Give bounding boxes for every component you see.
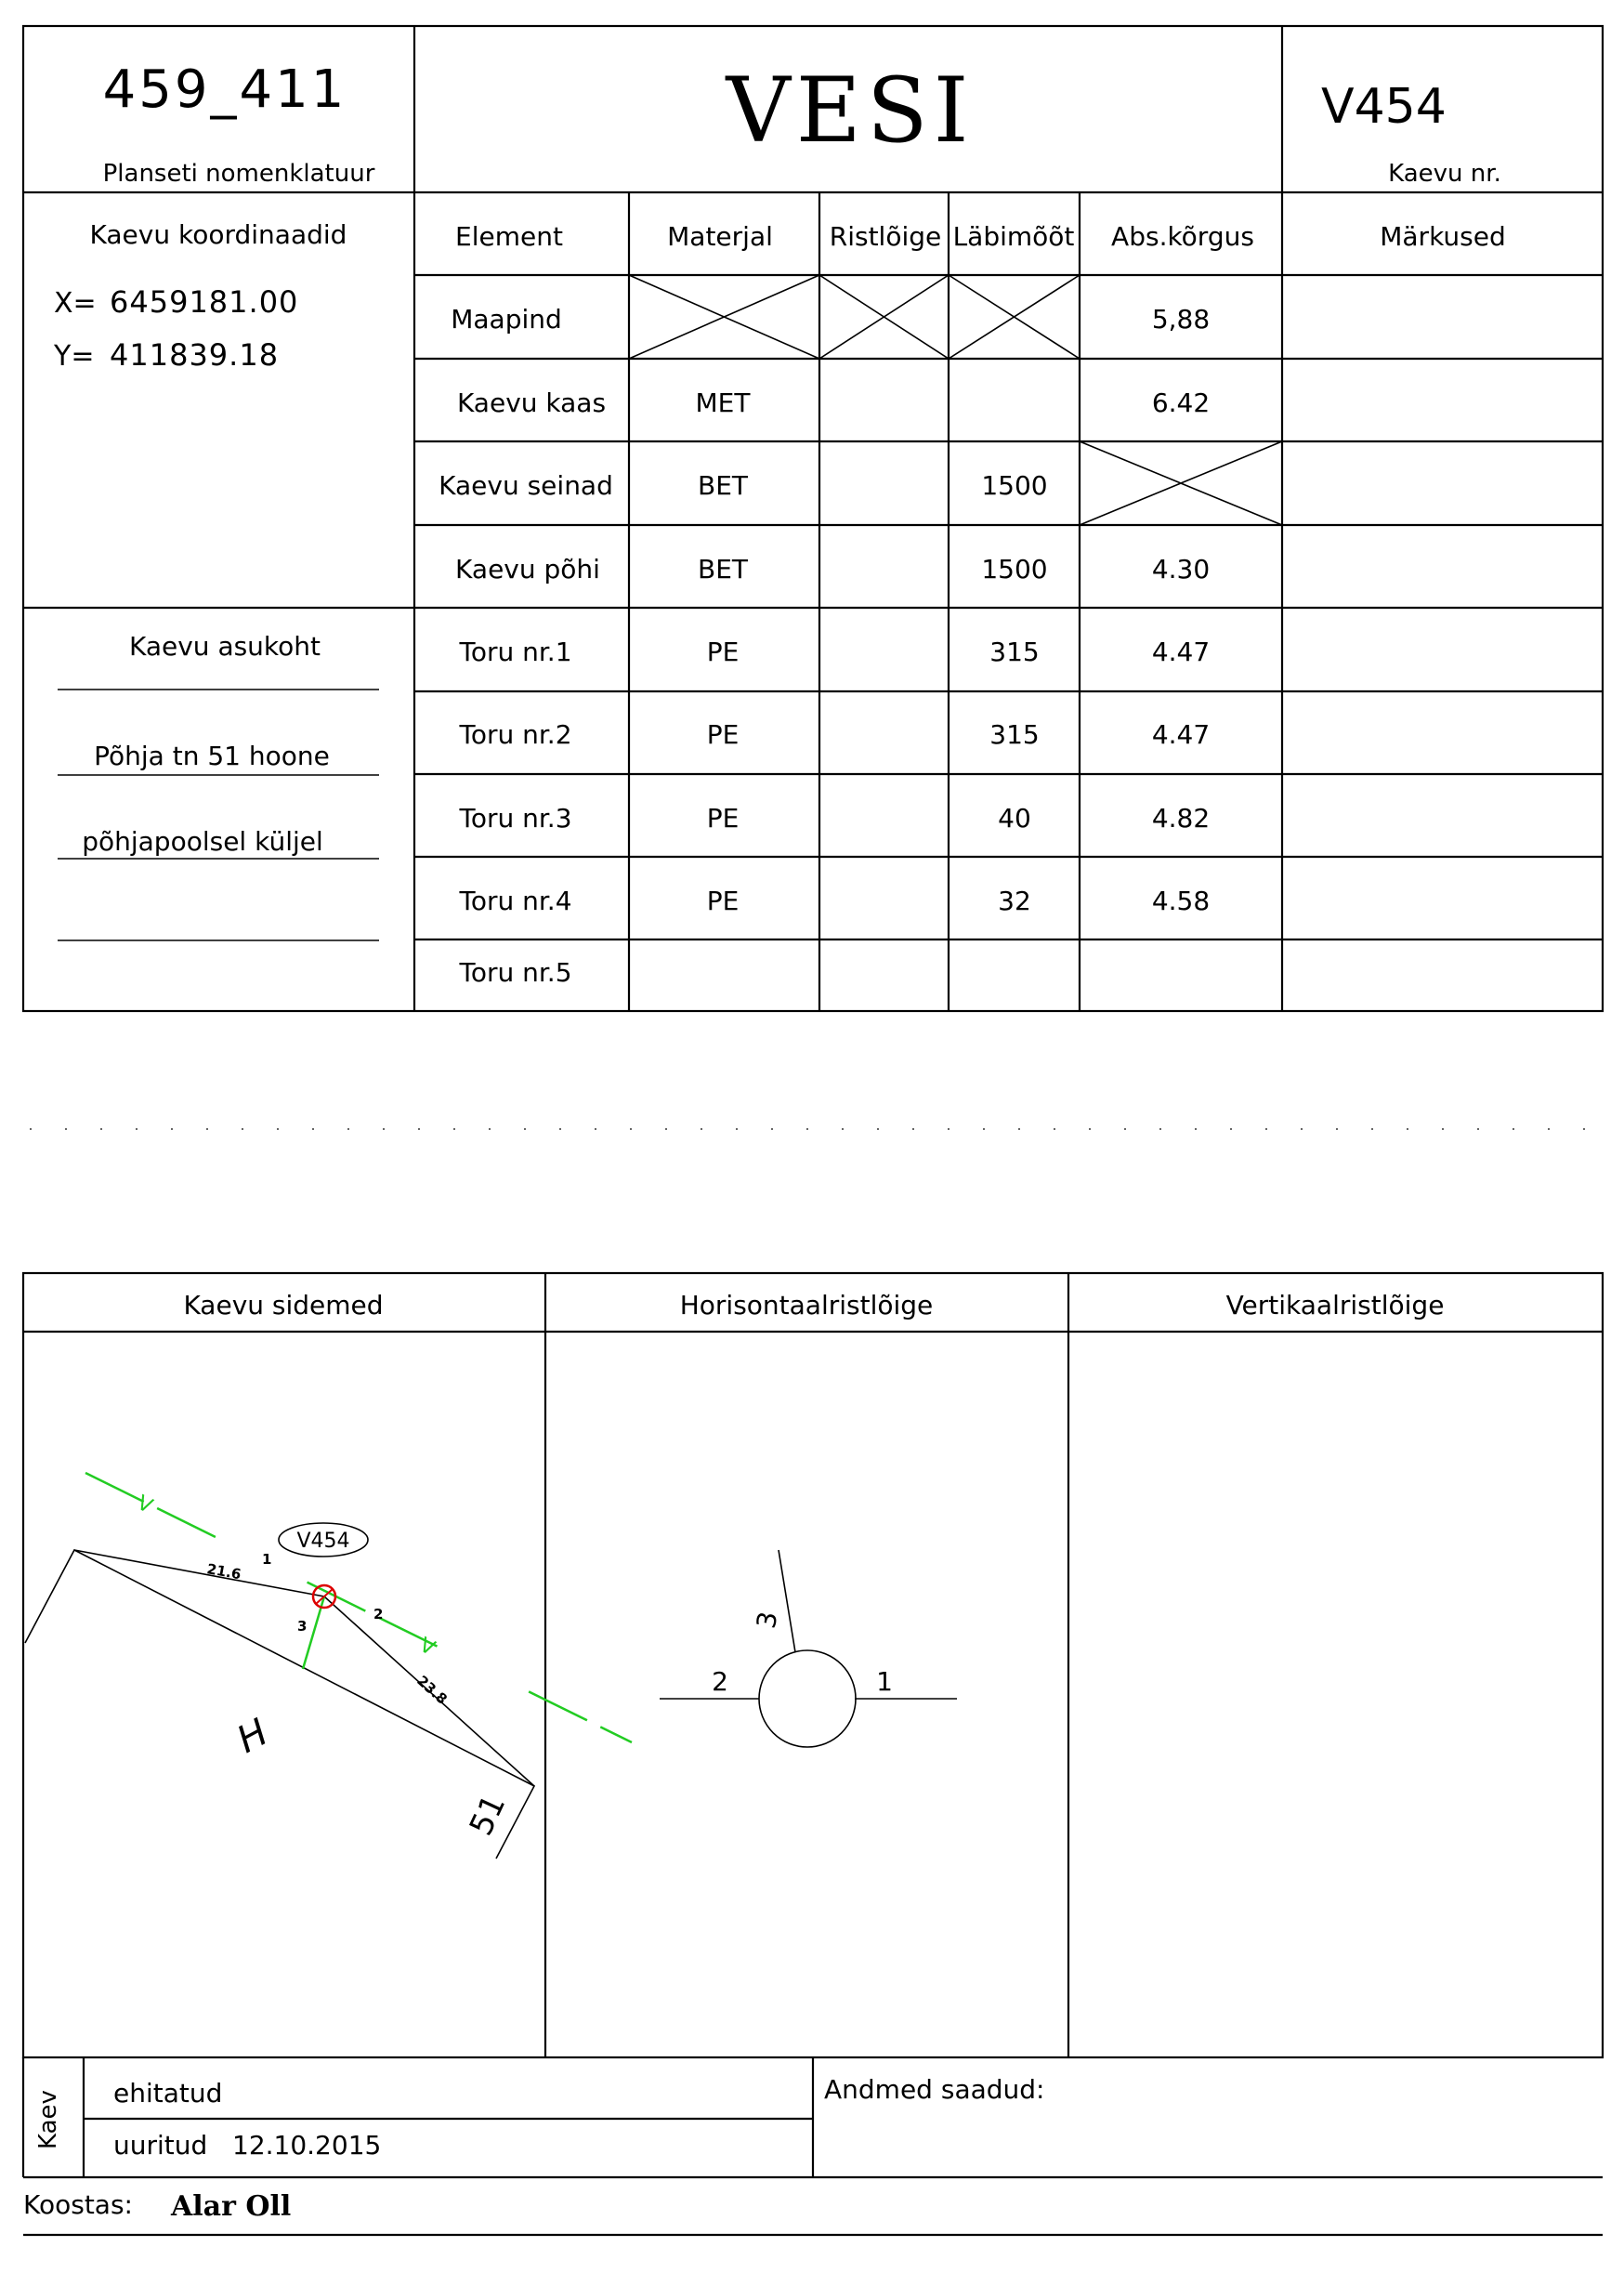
row-elevation: 5,88 — [1151, 304, 1211, 335]
row-diameter: 1500 — [981, 470, 1048, 501]
section-pipe-label-3: 3 — [750, 1609, 784, 1631]
tie-distance-2: 23.8 — [413, 1672, 451, 1708]
building-type-letter: H — [229, 1711, 275, 1762]
house-number: 51 — [462, 1789, 514, 1842]
row-elevation: 6.42 — [1151, 388, 1211, 418]
row-material: BET — [697, 470, 749, 501]
table-row — [458, 637, 1210, 667]
footer-compiled-by: Alar Oll — [171, 2190, 292, 2223]
well-shaft-circle — [759, 1650, 856, 1747]
cross-mark-maapind-section — [819, 275, 949, 359]
water-pipe-line — [85, 1473, 632, 1742]
footer-surveyed-date: 12.10.2015 — [232, 2130, 382, 2161]
tie-line-1 — [74, 1550, 324, 1596]
row-element: Toru nr.4 — [459, 886, 572, 916]
section-pipe-label-2: 2 — [712, 1666, 728, 1697]
row-element: Toru nr.1 — [459, 637, 572, 667]
pipe-marker: V — [133, 1491, 156, 1518]
row-diameter: 315 — [989, 637, 1040, 667]
row-elevation: 4.47 — [1151, 637, 1211, 667]
table-row — [458, 957, 571, 988]
cross-mark-maapind-material — [629, 275, 819, 359]
pipe-label-2: 2 — [373, 1606, 384, 1623]
sheet-number-caption: Planseti nomenklatuur — [102, 160, 375, 188]
table-header-row — [455, 221, 1506, 252]
row-material: BET — [697, 554, 749, 585]
x-label: X= — [54, 287, 97, 320]
x-coordinate: 6459181.00 — [110, 284, 299, 320]
row-elevation: 4.30 — [1151, 554, 1211, 585]
table-row — [458, 886, 1210, 916]
building-outline — [25, 1550, 534, 1859]
panel-title-horizontal: Horisontaalristlõige — [679, 1290, 934, 1320]
horizontal-section-sketch — [660, 1550, 957, 1747]
y-coordinate: 411839.18 — [110, 337, 280, 373]
header-notes: Märkused — [1380, 221, 1506, 252]
footer-data-received: Andmed saadud: — [824, 2074, 1045, 2105]
row-diameter: 315 — [989, 719, 1040, 750]
pipe-3-stub — [779, 1550, 795, 1652]
row-element: Maapind — [451, 304, 562, 335]
table-row — [458, 719, 1210, 750]
row-element: Kaevu põhi — [455, 554, 600, 585]
row-material: PE — [706, 803, 740, 834]
row-material: PE — [706, 719, 740, 750]
table-row — [457, 388, 1210, 418]
footer-surveyed-label: uuritud — [113, 2130, 208, 2161]
header-section: Ristlõige — [829, 221, 942, 252]
table-row — [455, 554, 1210, 585]
location-heading: Kaevu asukoht — [128, 631, 321, 662]
row-element: Toru nr.3 — [459, 803, 572, 834]
row-material: PE — [706, 637, 740, 667]
header-diameter: Läbimõõt — [952, 221, 1075, 252]
section-pipe-label-1: 1 — [876, 1666, 893, 1697]
pipe-label-3: 3 — [297, 1618, 308, 1635]
pipe-label-1: 1 — [262, 1551, 272, 1568]
row-element: Kaevu kaas — [456, 388, 607, 418]
cross-mark-walls-elevation — [1080, 441, 1282, 525]
row-elevation: 4.58 — [1151, 886, 1211, 916]
header-material: Materjal — [667, 221, 773, 252]
location-line-1: Põhja tn 51 hoone — [94, 741, 330, 771]
footer-side-label: Kaev — [34, 2090, 62, 2149]
well-number: V454 — [1321, 79, 1447, 135]
footer-built-label: ehitatud — [113, 2078, 223, 2109]
well-number-caption: Kaevu nr. — [1388, 160, 1501, 188]
panel-title-ties: Kaevu sidemed — [183, 1290, 384, 1320]
footer-compiled-label: Koostas: — [23, 2189, 133, 2220]
row-diameter: 40 — [998, 803, 1031, 834]
document-title: VESI — [726, 59, 975, 163]
table-row — [458, 803, 1210, 834]
row-element: Toru nr.5 — [459, 957, 572, 988]
sheet-number: 459_411 — [102, 59, 347, 120]
header-element: Element — [455, 221, 563, 252]
coordinates-heading: Kaevu koordinaadid — [89, 219, 347, 250]
row-material: MET — [695, 388, 751, 418]
table-row — [439, 470, 1048, 501]
panel-title-vertical: Vertikaalristlõige — [1225, 1290, 1445, 1320]
pipe-marker: V — [415, 1633, 439, 1661]
sketch-panels-frame — [23, 1273, 1603, 2057]
row-material: PE — [706, 886, 740, 916]
header-elevation: Abs.kõrgus — [1111, 221, 1254, 252]
well-label: V454 — [296, 1530, 350, 1553]
row-element: Kaevu seinad — [439, 470, 613, 501]
row-elevation: 4.82 — [1151, 803, 1211, 834]
y-label: Y= — [54, 340, 95, 373]
cross-mark-maapind-diameter — [949, 275, 1080, 359]
tie-distance-1: 21.6 — [205, 1560, 242, 1583]
row-diameter: 32 — [998, 886, 1031, 916]
location-line-2: põhjapoolsel küljel — [82, 826, 323, 857]
row-elevation: 4.47 — [1151, 719, 1211, 750]
row-diameter: 1500 — [981, 554, 1048, 585]
row-element: Toru nr.2 — [459, 719, 572, 750]
table-row — [451, 304, 1210, 335]
ties-sketch — [25, 1473, 632, 1859]
